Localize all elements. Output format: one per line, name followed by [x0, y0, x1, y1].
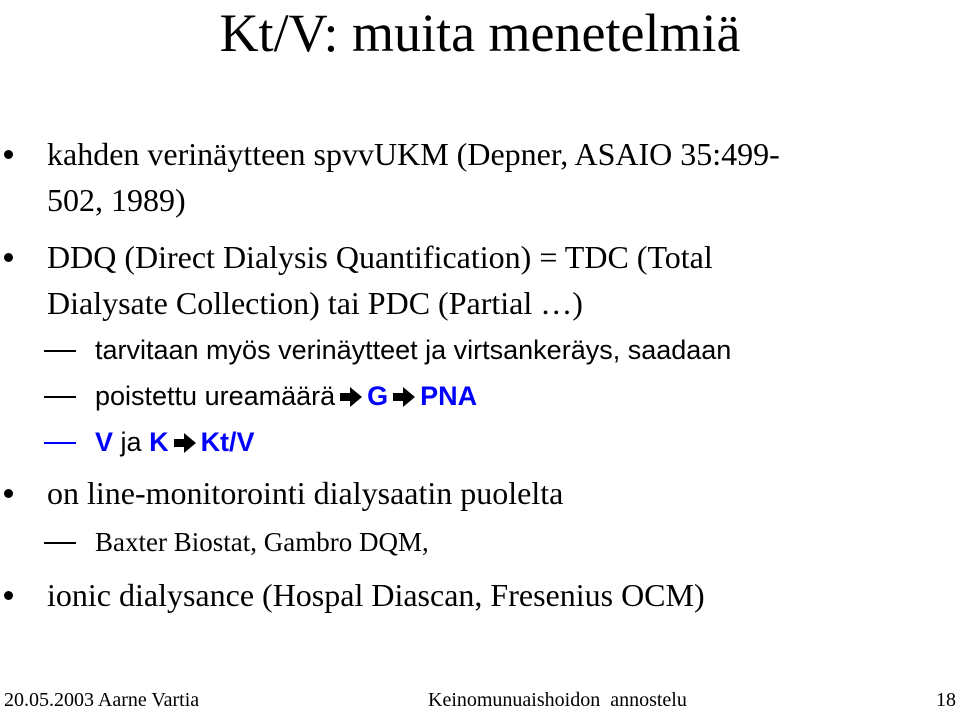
bullet-text: DDQ (Direct Dialysis Quantification) = TDC (Total — [47, 239, 713, 275]
bullet-text: on line-monitorointi dialysaatin puolelta — [47, 475, 564, 511]
right-arrow-icon — [339, 386, 363, 408]
right-arrow-icon — [173, 432, 197, 454]
sub-bullet-text: tarvitaan myös verinäytteet ja virtsankeräys, saadaan — [95, 335, 732, 365]
dash-marker — [44, 396, 76, 398]
bullet-text: 502, 1989) — [47, 182, 186, 218]
sub-bullet-text: Baxter Biostat, Gambro DQM, — [95, 527, 429, 557]
page-number: 18 — [936, 689, 956, 711]
sub-bullet-text: poistettu ureamäärä — [95, 381, 336, 411]
ktv-label: Kt/V — [200, 427, 255, 457]
bullet-dot — [4, 489, 13, 498]
bullet-dot — [4, 253, 13, 262]
ja-label: ja — [120, 427, 142, 457]
bullet-text: Dialysate Collection) tai PDC (Partial …) — [47, 285, 583, 321]
bullet-text: ionic dialysance (Hospal Diascan, Fresenius OCM) — [47, 577, 705, 613]
pna-label: PNA — [420, 381, 478, 411]
footer-date-author: 20.05.2003 Aarne Vartia — [4, 689, 200, 711]
dash-marker — [44, 350, 76, 352]
bullet-dot — [4, 150, 13, 159]
dash-marker — [44, 542, 76, 544]
right-arrow-icon — [392, 386, 416, 408]
sub-bullet-line — [95, 425, 255, 459]
slide-title: Kt/V: muita menetelmiä — [219, 3, 741, 63]
bullet-text: kahden verinäytteen spvvUKM (Depner, ASAIO 35:499- — [47, 136, 780, 172]
g-label: G — [367, 381, 389, 411]
sub-bullet-line — [95, 379, 477, 413]
bullet-dot — [4, 591, 13, 600]
footer-course: Keinomunuaishoidon annostelu — [428, 689, 687, 711]
dash-marker — [44, 442, 76, 444]
v-label: V — [95, 427, 114, 457]
k-label: K — [149, 427, 169, 457]
